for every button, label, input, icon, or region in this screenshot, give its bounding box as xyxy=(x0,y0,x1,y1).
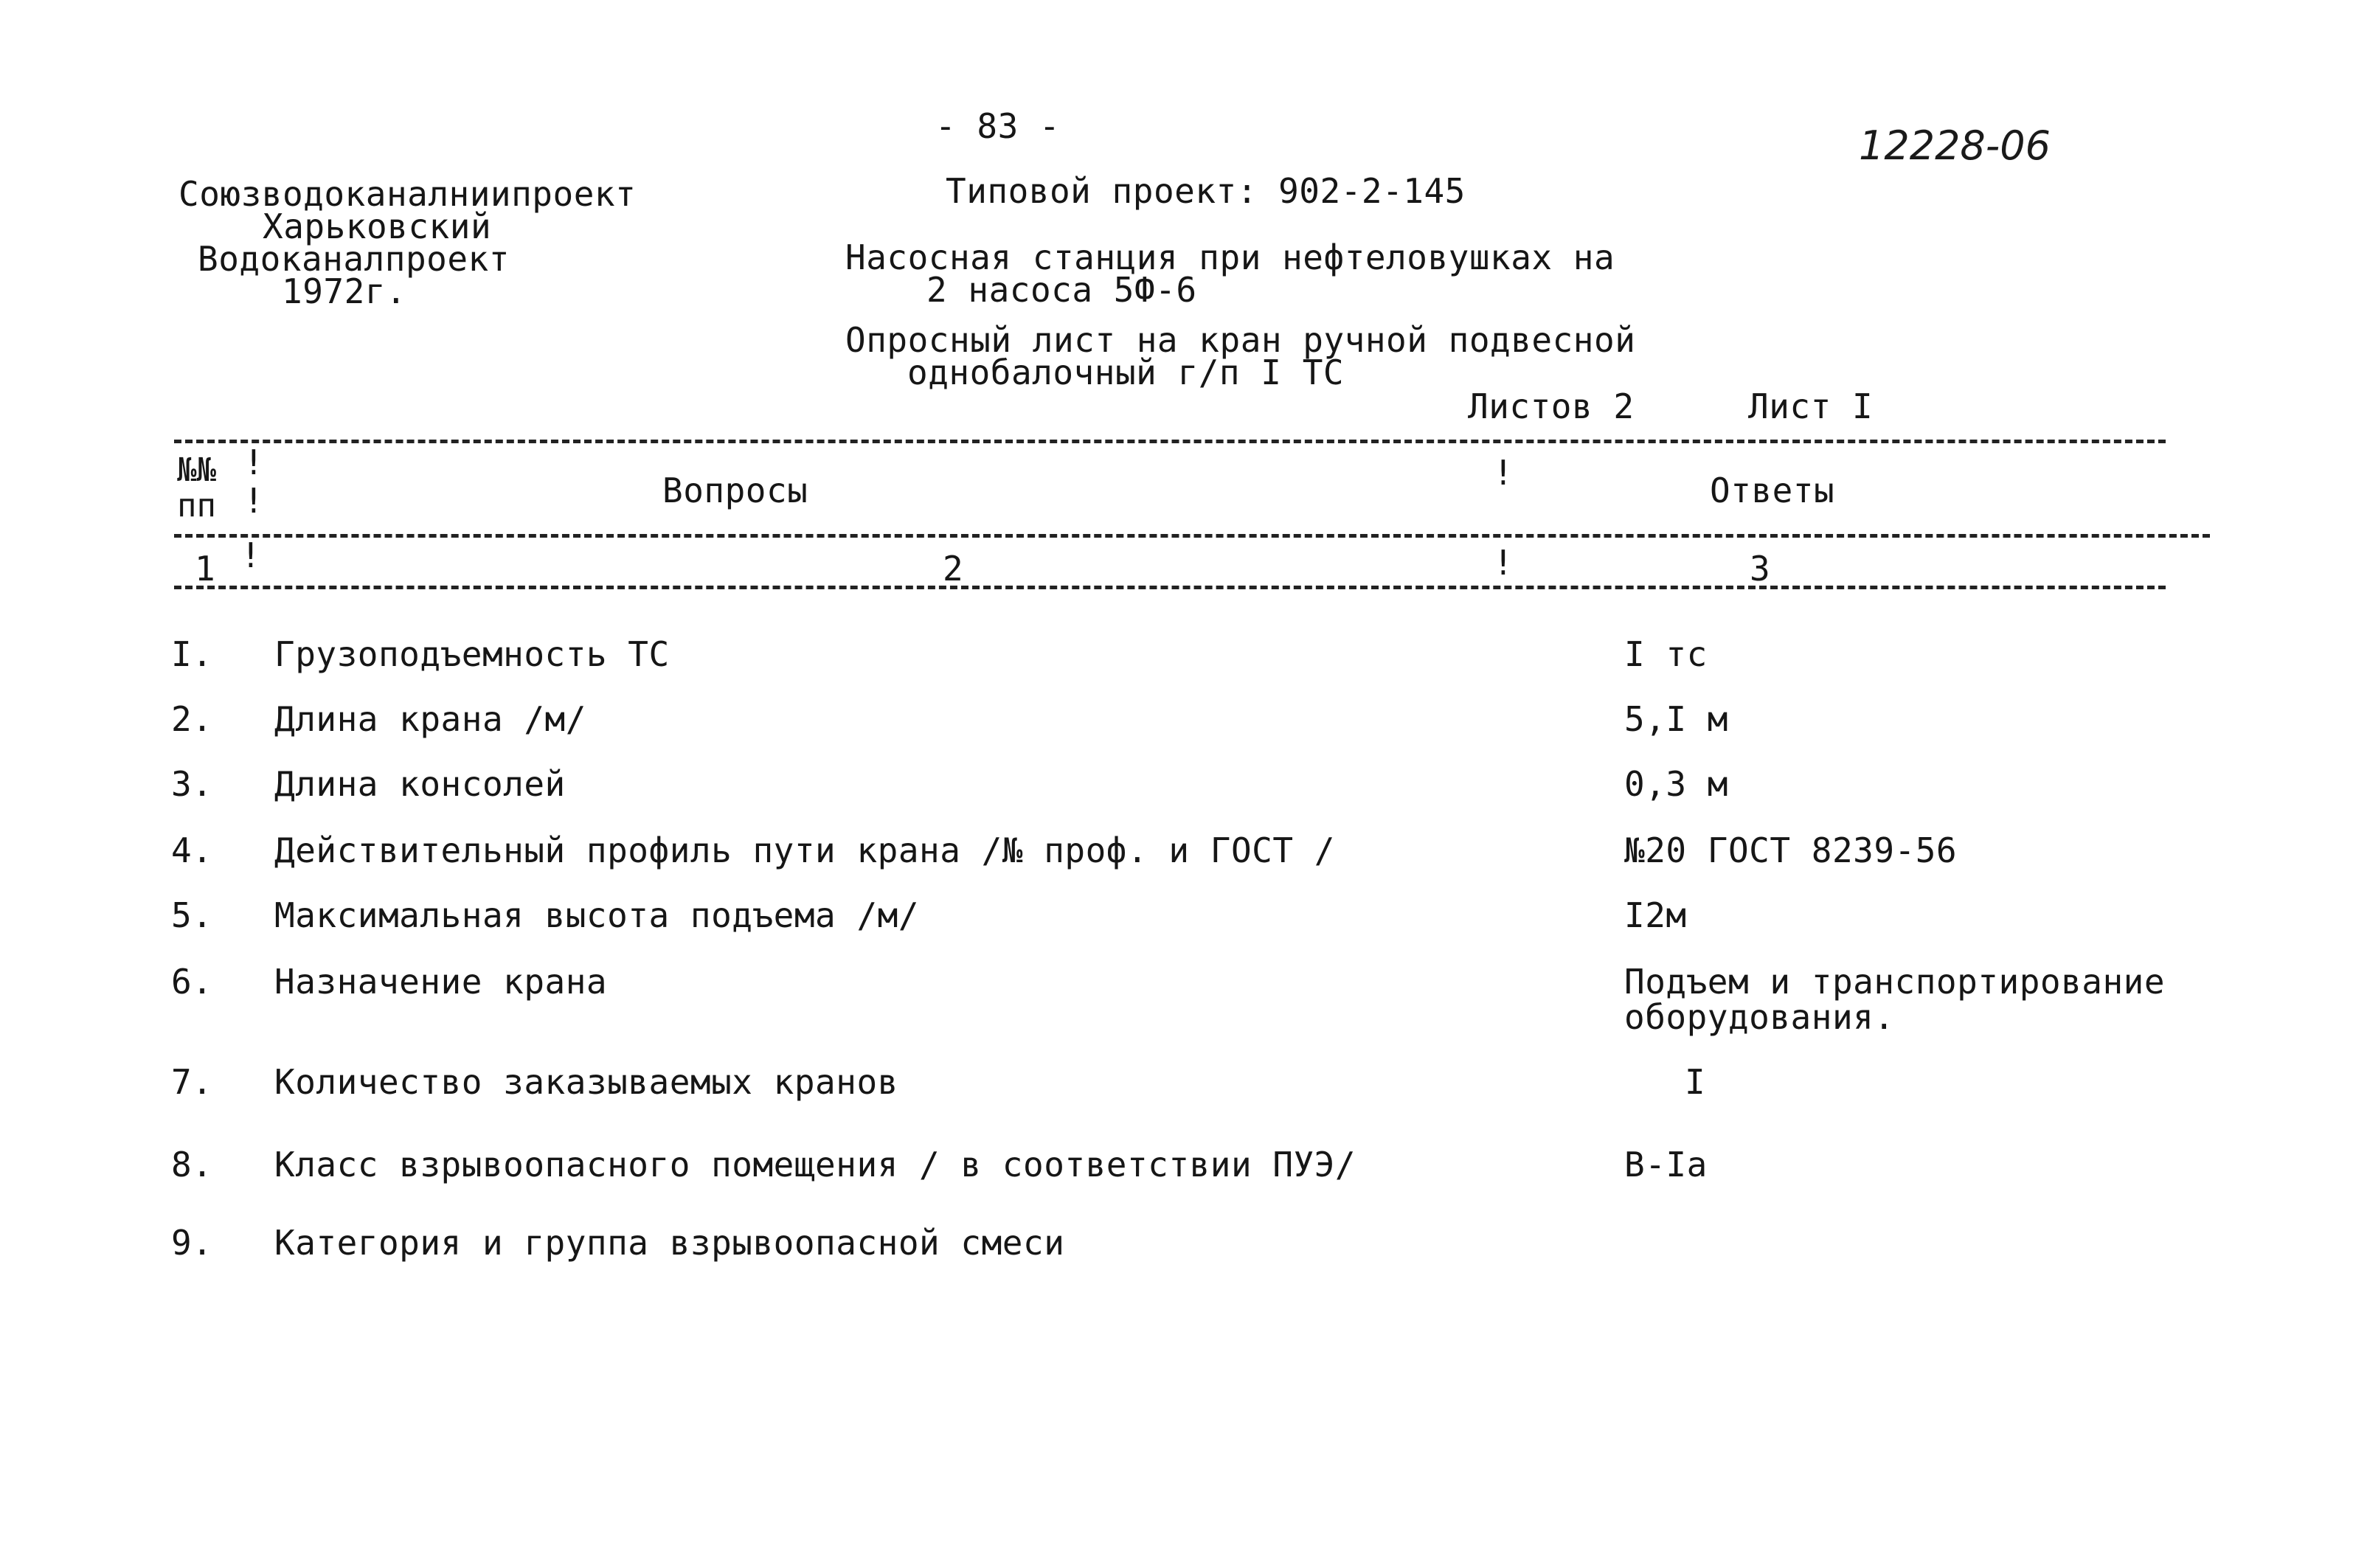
column-number-1: 1 xyxy=(195,549,216,589)
organization-year: 1972г. xyxy=(282,271,407,311)
sheet-title-line2: однобалочный г/п I ТС xyxy=(907,353,1345,392)
row-question: Назначение крана xyxy=(274,962,608,1002)
row-question: Длина консолей xyxy=(274,764,566,804)
station-title-line2: 2 насоса 5Ф-6 xyxy=(926,270,1197,310)
colnum-divider-2: ! xyxy=(1493,543,1514,583)
row-answer: В-Iа xyxy=(1624,1145,1708,1184)
row-number: I. xyxy=(171,634,213,674)
row-number: 7. xyxy=(171,1062,213,1102)
row-answer: Подъем и транспортирование xyxy=(1624,962,2166,1002)
header-num-line2: пп xyxy=(177,487,216,524)
row-question: Грузоподъемность ТС xyxy=(274,634,670,674)
row-number: 9. xyxy=(171,1223,213,1263)
header-divider-1: ! xyxy=(243,443,264,482)
row-answer-continued: оборудования. xyxy=(1624,997,1895,1037)
page-number: - 83 - xyxy=(935,106,1061,146)
row-number: 4. xyxy=(171,830,213,870)
row-question: Максимальная высота подъема /м/ xyxy=(274,895,920,935)
row-answer: 5,I м xyxy=(1624,699,1728,739)
organization-institute: Водоканалпроект xyxy=(198,239,510,279)
header-answers: Ответы xyxy=(1710,471,1835,510)
header-middle-rule xyxy=(174,534,2210,538)
row-answer: I xyxy=(1685,1062,1706,1102)
row-answer: I тс xyxy=(1624,634,1708,674)
row-number: 3. xyxy=(171,764,213,804)
sheets-total: Листов 2 xyxy=(1468,386,1635,426)
row-number: 2. xyxy=(171,699,213,739)
row-question: Действительный профиль пути крана /№ проф. и ГОСТ / xyxy=(274,830,1335,870)
row-answer: 0,3 м xyxy=(1624,764,1728,804)
row-answer: I2м xyxy=(1624,895,1687,935)
organization-name: Союзводоканалниипроект xyxy=(179,174,637,214)
typical-project: Типовой проект: 902-2-145 xyxy=(946,171,1466,211)
sheet-title-line1: Опросный лист на кран ручной подвесной xyxy=(845,320,1636,360)
row-question: Класс взрывоопасного помещения / в соответствии ПУЭ/ xyxy=(274,1145,1356,1184)
header-questions: Вопросы xyxy=(662,471,808,510)
station-title-line1: Насосная станция при нефтеловушках на xyxy=(845,237,1615,277)
row-question: Количество заказываемых кранов xyxy=(274,1062,898,1102)
row-number: 5. xyxy=(171,895,213,935)
header-top-rule xyxy=(174,440,2166,443)
organization-city: Харьковский xyxy=(263,207,492,246)
row-question: Категория и группа взрывоопасной смеси xyxy=(274,1223,1065,1263)
table-row xyxy=(0,1223,2353,1263)
row-number: 8. xyxy=(171,1145,213,1184)
column-number-2: 2 xyxy=(943,549,964,589)
sheet-current: Лист I xyxy=(1748,386,1874,426)
header-divider-2: ! xyxy=(1493,453,1514,493)
header-bottom-rule xyxy=(174,586,2166,589)
header-divider-1b: ! xyxy=(243,481,264,521)
row-number: 6. xyxy=(171,962,213,1002)
row-question: Длина крана /м/ xyxy=(274,699,586,739)
column-number-3: 3 xyxy=(1750,549,1771,589)
colnum-divider-1: ! xyxy=(240,535,261,575)
document-code: 12228-06 xyxy=(1859,122,2051,169)
header-num-line1: №№ xyxy=(177,451,216,489)
row-answer: №20 ГОСТ 8239-56 xyxy=(1624,830,1958,870)
